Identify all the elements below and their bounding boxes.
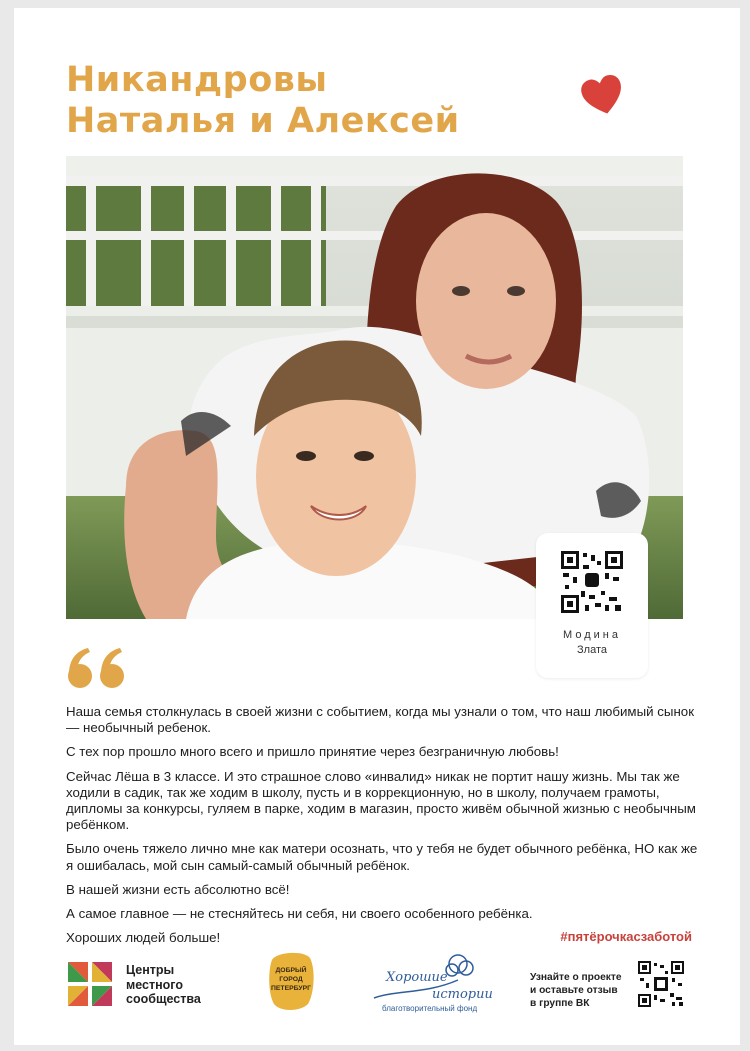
- hashtag: #пятёрочкасзаботой: [560, 929, 692, 944]
- story-paragraph: Сейчас Лёша в 3 классе. И это страшное слово «инвалид» никак не портит нашу жизнь. Мы так же ходили в садик, так же ходим в школу, пусть и в коррекционную, но в школу, получаем грамоты, дипломы за конкурсы, гуляем в парке, ходим в магазин, просто живём обычной жизнью с необычным ребёнком.: [66, 768, 696, 833]
- logo3-subtitle: благотворительный фонд: [382, 1004, 478, 1013]
- heart-icon: [579, 72, 627, 120]
- logo1-line2: местного: [126, 977, 183, 992]
- story-paragraph: А самое главное — не стесняйтесь ни себя, ни своего особенного ребёнка.: [66, 906, 533, 922]
- story-paragraph: В нашей жизни есть абсолютно всё!: [66, 881, 290, 897]
- story-text: [66, 704, 706, 954]
- poster-page: [14, 8, 740, 1045]
- logo1-line3: сообщества: [126, 992, 201, 1006]
- logo3-line2: истории: [432, 987, 493, 1002]
- community-centers-logo-icon: [66, 960, 114, 1008]
- page-title: [66, 60, 546, 142]
- community-centers-logo-text: [126, 963, 201, 1007]
- story-paragraph: Было очень тяжело лично мне как матери осознать, что у тебя не будет обычного ребёнка, НО как же я ошибалась, мой сын самый-самый обычный ребёнок.: [66, 841, 698, 873]
- vk-line1: Узнайте о проекте: [530, 972, 622, 983]
- dobry-gorod-logo-text: [266, 966, 316, 993]
- qr-name-last: Злата: [577, 644, 607, 656]
- logo2-line2: ГОРОД: [279, 976, 303, 983]
- title-line2: Наталья и Алексей: [66, 101, 460, 141]
- logo2-line3: ПЕТЕРБУРГ: [271, 985, 311, 992]
- story-paragraph: С тех пор прошло много всего и пришло принятие через безграничную любовь!: [66, 744, 559, 760]
- story-paragraph: Наша семья столкнулась в своей жизни с событием, когда мы узнали о том, что наш любимый сынок — необычный ребенок.: [66, 704, 695, 736]
- title-line1: Никандровы: [66, 60, 328, 100]
- logo2-line1: ДОБРЫЙ: [275, 967, 307, 974]
- vk-cta-text: [530, 971, 622, 1010]
- logo1-line1: Центры: [126, 963, 175, 977]
- vk-line2: и оставьте отзыв: [530, 985, 618, 996]
- qr-code-icon: [561, 551, 623, 613]
- logo3-line1: Хорошие: [386, 970, 448, 985]
- quote-icon: [66, 646, 130, 690]
- qr-card[interactable]: [536, 533, 648, 678]
- vk-line3: в группе ВК: [530, 998, 590, 1009]
- vk-qr-code-icon[interactable]: [638, 961, 684, 1007]
- story-paragraph: Хороших людей больше!: [66, 930, 221, 946]
- qr-name-first: Модина: [563, 629, 621, 641]
